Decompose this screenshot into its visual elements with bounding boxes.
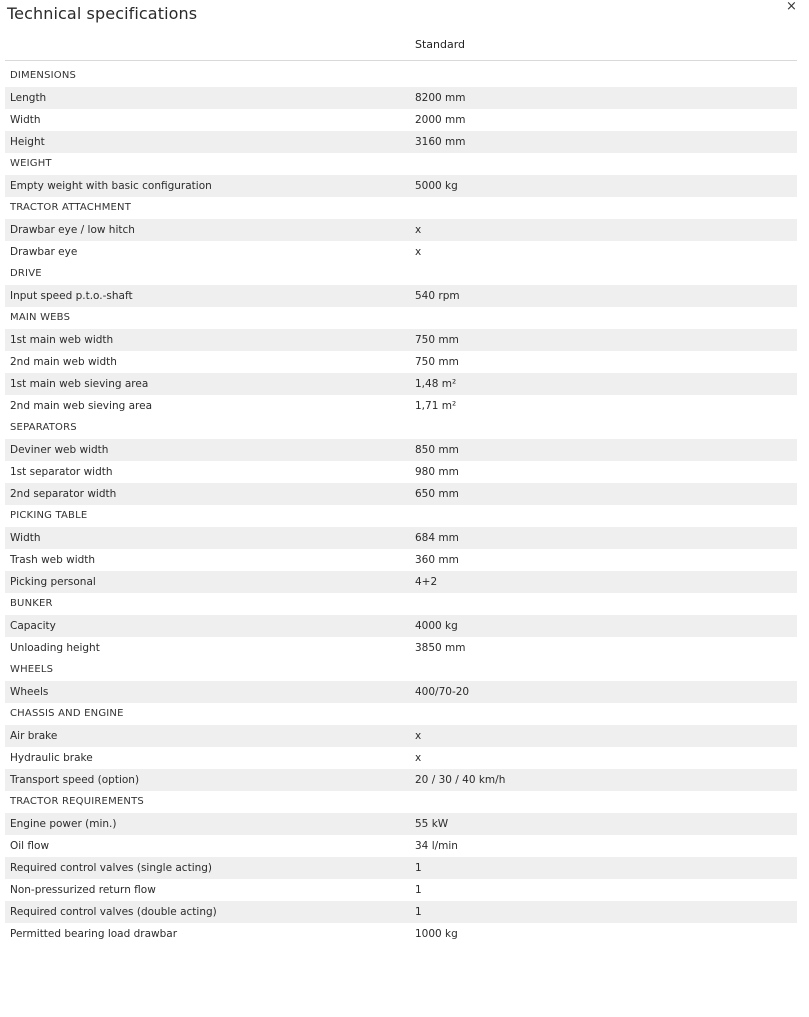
table-row xyxy=(5,527,797,549)
spec-value: 750 mm xyxy=(415,334,459,346)
section-title: PICKING TABLE xyxy=(10,510,88,521)
spec-section xyxy=(5,659,797,703)
section-title: BUNKER xyxy=(10,598,53,609)
table-row xyxy=(5,681,797,703)
table-row xyxy=(5,923,797,945)
panel-title: Technical specifications xyxy=(7,4,198,23)
spec-label: Transport speed (option) xyxy=(10,774,140,786)
spec-label: Drawbar eye / low hitch xyxy=(10,224,135,236)
spec-value: 650 mm xyxy=(415,488,459,500)
spec-label: Required control valves (single acting) xyxy=(10,862,213,874)
spec-value: 684 mm xyxy=(415,532,459,544)
table-row xyxy=(5,747,797,769)
spec-value: 5000 kg xyxy=(415,180,458,192)
spec-section xyxy=(5,197,797,263)
table-row xyxy=(5,109,797,131)
spec-value: 1 xyxy=(415,906,422,918)
spec-value: 3160 mm xyxy=(415,136,466,148)
table-row xyxy=(5,769,797,791)
spec-section xyxy=(5,65,797,153)
spec-value: x xyxy=(415,752,422,764)
section-title: SEPARATORS xyxy=(10,422,77,433)
spec-label: 2nd separator width xyxy=(10,488,117,500)
table-row xyxy=(5,329,797,351)
spec-value: 8200 mm xyxy=(415,92,466,104)
spec-label: Engine power (min.) xyxy=(10,818,117,830)
table-row xyxy=(5,285,797,307)
table-row xyxy=(5,175,797,197)
spec-value: x xyxy=(415,224,422,236)
spec-label: Length xyxy=(10,92,47,104)
close-icon[interactable]: × xyxy=(786,0,797,14)
header-divider xyxy=(5,60,797,61)
spec-value: 850 mm xyxy=(415,444,459,456)
spec-value: 1 xyxy=(415,884,422,896)
spec-value: 360 mm xyxy=(415,554,459,566)
table-row xyxy=(5,857,797,879)
spec-label: Width xyxy=(10,532,41,544)
spec-value: 3850 mm xyxy=(415,642,466,654)
spec-value: 980 mm xyxy=(415,466,459,478)
table-row xyxy=(5,571,797,593)
table-row xyxy=(5,725,797,747)
spec-label: Unloading height xyxy=(10,642,100,654)
spec-section xyxy=(5,153,797,197)
spec-label: Capacity xyxy=(10,620,56,632)
spec-label: Trash web width xyxy=(10,554,96,566)
table-row xyxy=(5,219,797,241)
table-row xyxy=(5,131,797,153)
spec-label: Width xyxy=(10,114,41,126)
spec-value: 1000 kg xyxy=(415,928,458,940)
spec-label: Height xyxy=(10,136,45,148)
section-title: WHEELS xyxy=(10,664,54,675)
section-title: TRACTOR ATTACHMENT xyxy=(10,202,132,213)
table-row xyxy=(5,879,797,901)
section-title: MAIN WEBS xyxy=(10,312,71,323)
spec-label: Required control valves (double acting) xyxy=(10,906,217,918)
spec-label: Wheels xyxy=(10,686,49,698)
spec-value: 4+2 xyxy=(415,576,438,588)
spec-label: Permitted bearing load drawbar xyxy=(10,928,178,940)
spec-label: 1st separator width xyxy=(10,466,113,478)
spec-label: Empty weight with basic configuration xyxy=(10,180,212,192)
spec-section xyxy=(5,263,797,307)
table-row xyxy=(5,373,797,395)
spec-label: Picking personal xyxy=(10,576,96,588)
spec-value: 4000 kg xyxy=(415,620,458,632)
table-row xyxy=(5,351,797,373)
section-title: WEIGHT xyxy=(10,158,52,169)
spec-value: 2000 mm xyxy=(415,114,466,126)
spec-section xyxy=(5,703,797,791)
table-row xyxy=(5,439,797,461)
section-title: DIMENSIONS xyxy=(10,70,77,81)
spec-section xyxy=(5,505,797,593)
table-row xyxy=(5,637,797,659)
table-row xyxy=(5,87,797,109)
table-row xyxy=(5,813,797,835)
table-row xyxy=(5,901,797,923)
section-title: CHASSIS AND ENGINE xyxy=(10,708,124,719)
spec-section xyxy=(5,791,797,945)
spec-value: 400/70-20 xyxy=(415,686,470,698)
column-header-standard: Standard xyxy=(415,38,466,51)
table-row xyxy=(5,461,797,483)
spec-value: 20 / 30 / 40 km/h xyxy=(415,774,506,786)
spec-label: 1st main web sieving area xyxy=(10,378,149,390)
spec-value: 1,71 m² xyxy=(415,400,457,412)
spec-value: 55 kW xyxy=(415,818,449,830)
section-title: DRIVE xyxy=(10,268,42,279)
spec-label: 2nd main web width xyxy=(10,356,117,368)
spec-value: 540 rpm xyxy=(415,290,460,302)
spec-label: Non-pressurized return flow xyxy=(10,884,156,896)
section-title: TRACTOR REQUIREMENTS xyxy=(10,796,144,807)
spec-table xyxy=(5,65,797,945)
spec-value: 34 l/min xyxy=(415,840,458,852)
table-row xyxy=(5,835,797,857)
spec-section xyxy=(5,417,797,505)
table-row xyxy=(5,549,797,571)
spec-section xyxy=(5,593,797,659)
spec-label: 1st main web width xyxy=(10,334,114,346)
spec-label: 2nd main web sieving area xyxy=(10,400,153,412)
spec-value: 1 xyxy=(415,862,422,874)
spec-label: Oil flow xyxy=(10,840,50,852)
spec-label: Hydraulic brake xyxy=(10,752,93,764)
spec-value: x xyxy=(415,730,422,742)
spec-label: Input speed p.t.o.-shaft xyxy=(10,290,133,302)
table-row xyxy=(5,241,797,263)
spec-label: Air brake xyxy=(10,730,58,742)
spec-section xyxy=(5,307,797,417)
spec-value: 1,48 m² xyxy=(415,378,457,390)
spec-value: 750 mm xyxy=(415,356,459,368)
spec-label: Deviner web width xyxy=(10,444,109,456)
spec-value: x xyxy=(415,246,422,258)
table-row xyxy=(5,615,797,637)
table-row xyxy=(5,395,797,417)
table-row xyxy=(5,483,797,505)
spec-label: Drawbar eye xyxy=(10,246,78,258)
